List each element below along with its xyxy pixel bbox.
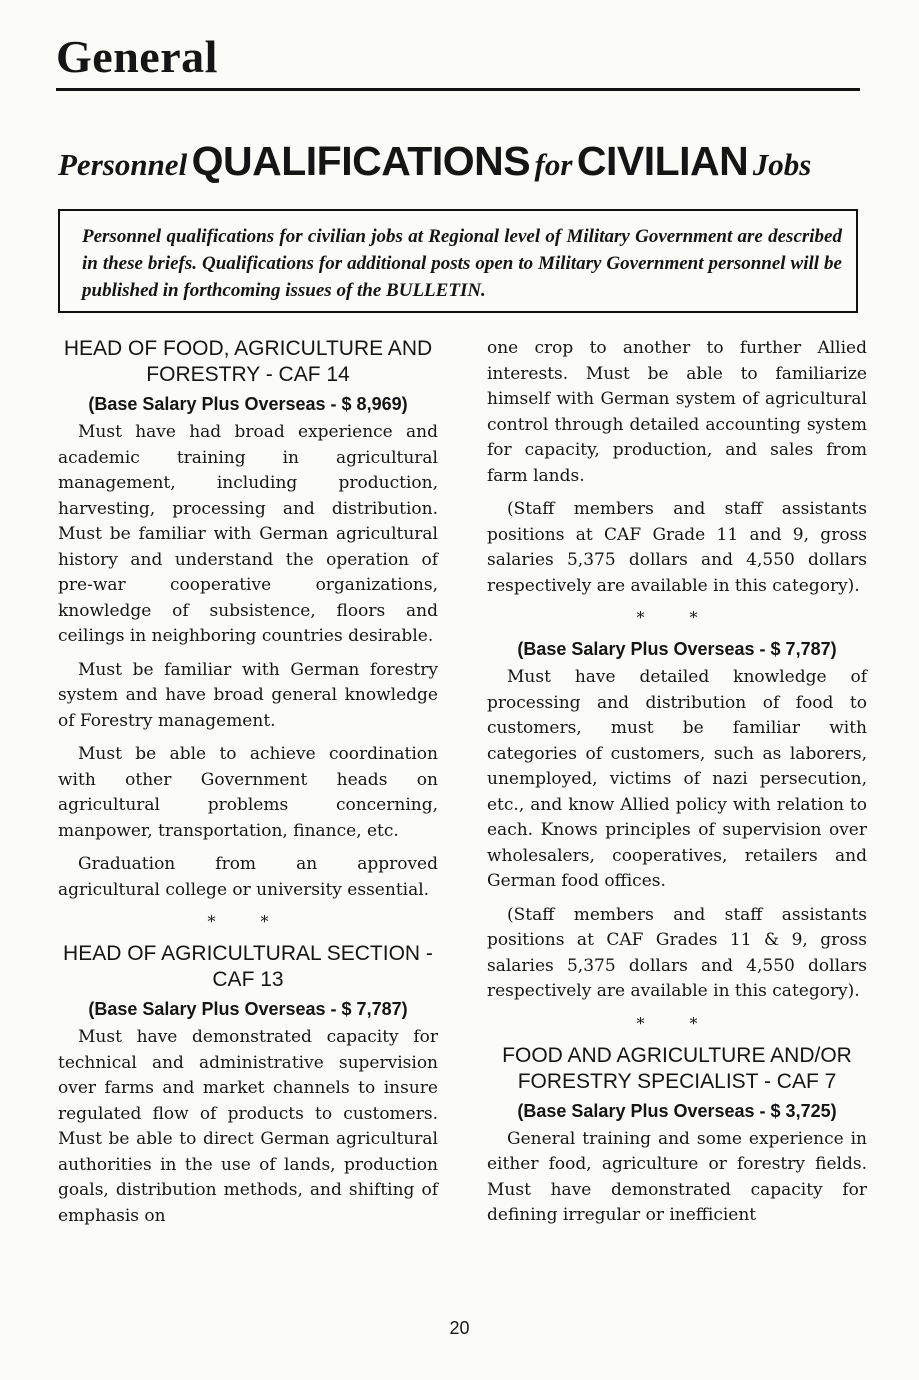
job2-staff-note: (Staff members and staff assistants positions at CAF Grade 11 and 9, gross salaries 5,375 dollars and 4,550 dollars respectively are available in this category). bbox=[487, 499, 867, 596]
separator-stars: * * bbox=[207, 912, 289, 931]
job3-paragraph: Must have detailed knowledge of processing and distribution of food to customers, must be familiar with categories of customers, such as laborers, unemployed, victims of nazi persecution, etc., and know Allied policy with relation to each. Knows principles of supervision over wholesalers, cooperatives, retailers and German food offices. bbox=[487, 667, 867, 891]
headline-qualifications: QUALIFICATIONS bbox=[191, 138, 531, 184]
left-column bbox=[58, 336, 438, 1237]
job1-paragraph-4: Graduation from an approved agricultural college or university essential. bbox=[58, 854, 438, 900]
job3-staff-note: (Staff members and staff assistants positions at CAF Grades 11 & 9, gross salaries 5,375 dollars and 4,550 dollars respectively are available in this category). bbox=[487, 904, 867, 1001]
job4-paragraph: General training and some experience in either food, agriculture or forestry fields. Must have demonstrated capacity for defining irregular or inefficient bbox=[487, 1128, 867, 1225]
header-rule bbox=[56, 88, 860, 91]
page-headline bbox=[58, 138, 868, 185]
job2-salary: (Base Salary Plus Overseas - $ 7,787) bbox=[88, 999, 408, 1019]
headline-personnel: Personnel bbox=[58, 147, 188, 182]
right-column bbox=[487, 336, 867, 1237]
separator-stars: * * bbox=[636, 1013, 718, 1033]
page-number: 20 bbox=[449, 1318, 470, 1338]
job3-salary: (Base Salary Plus Overseas - $ 7,787) bbox=[517, 639, 837, 659]
job4-salary: (Base Salary Plus Overseas - $ 3,725) bbox=[517, 1100, 837, 1121]
job2-title: HEAD OF AGRICULTURAL SECTION - CAF 13 bbox=[63, 942, 433, 991]
job2-paragraph-continued: one crop to another to further Allied interests. Must be able to familiarize himself with German system of agricultural control through detailed accounting system for capacity, production, and sales from farm lands. bbox=[487, 338, 867, 486]
job2-paragraph: Must have demonstrated capacity for technical and administrative supervision over farms and market channels to insure regulated flow of products to customers. Must be able to direct German agricultural authorities in the use of lands, production goals, distribution methods, and shifting of emphasis on bbox=[58, 1027, 438, 1226]
headline-jobs: Jobs bbox=[752, 147, 812, 182]
job1-salary: (Base Salary Plus Overseas - $ 8,969) bbox=[88, 394, 408, 414]
separator-stars: * * bbox=[636, 608, 718, 627]
job1-paragraph-1: Must have had broad experience and academic training in agricultural management, including production, harvesting, processing and distribution. Must be familiar with German agricultural history and understand the operation of pre-war cooperative organizations, knowledge of subsistence, floors and ceilings in neighboring countries desirable. bbox=[58, 422, 438, 646]
headline-for: for bbox=[534, 147, 573, 182]
job4-title: FOOD AND AGRICULTURE AND/OR FORESTRY SPECIALIST - CAF 7 bbox=[502, 1043, 852, 1093]
intro-text: Personnel qualifications for civilian jobs at Regional level of Military Government are described in these briefs. Qualifications for additional posts open to Military Government personnel will be published in forthcoming issues of the BULLETIN. bbox=[82, 226, 842, 301]
job1-title: HEAD OF FOOD, AGRICULTURE AND FORESTRY - CAF 14 bbox=[63, 337, 433, 386]
job1-paragraph-3: Must be able to achieve coordination with other Government heads on agricultural problems concerning, manpower, transportation, finance, etc. bbox=[58, 744, 438, 841]
job1-paragraph-2: Must be familiar with German forestry system and have broad general knowledge of Forestry management. bbox=[58, 659, 438, 731]
section-title: General bbox=[56, 31, 218, 82]
headline-civilian: CIVILIAN bbox=[576, 138, 749, 184]
intro-box bbox=[58, 209, 858, 313]
